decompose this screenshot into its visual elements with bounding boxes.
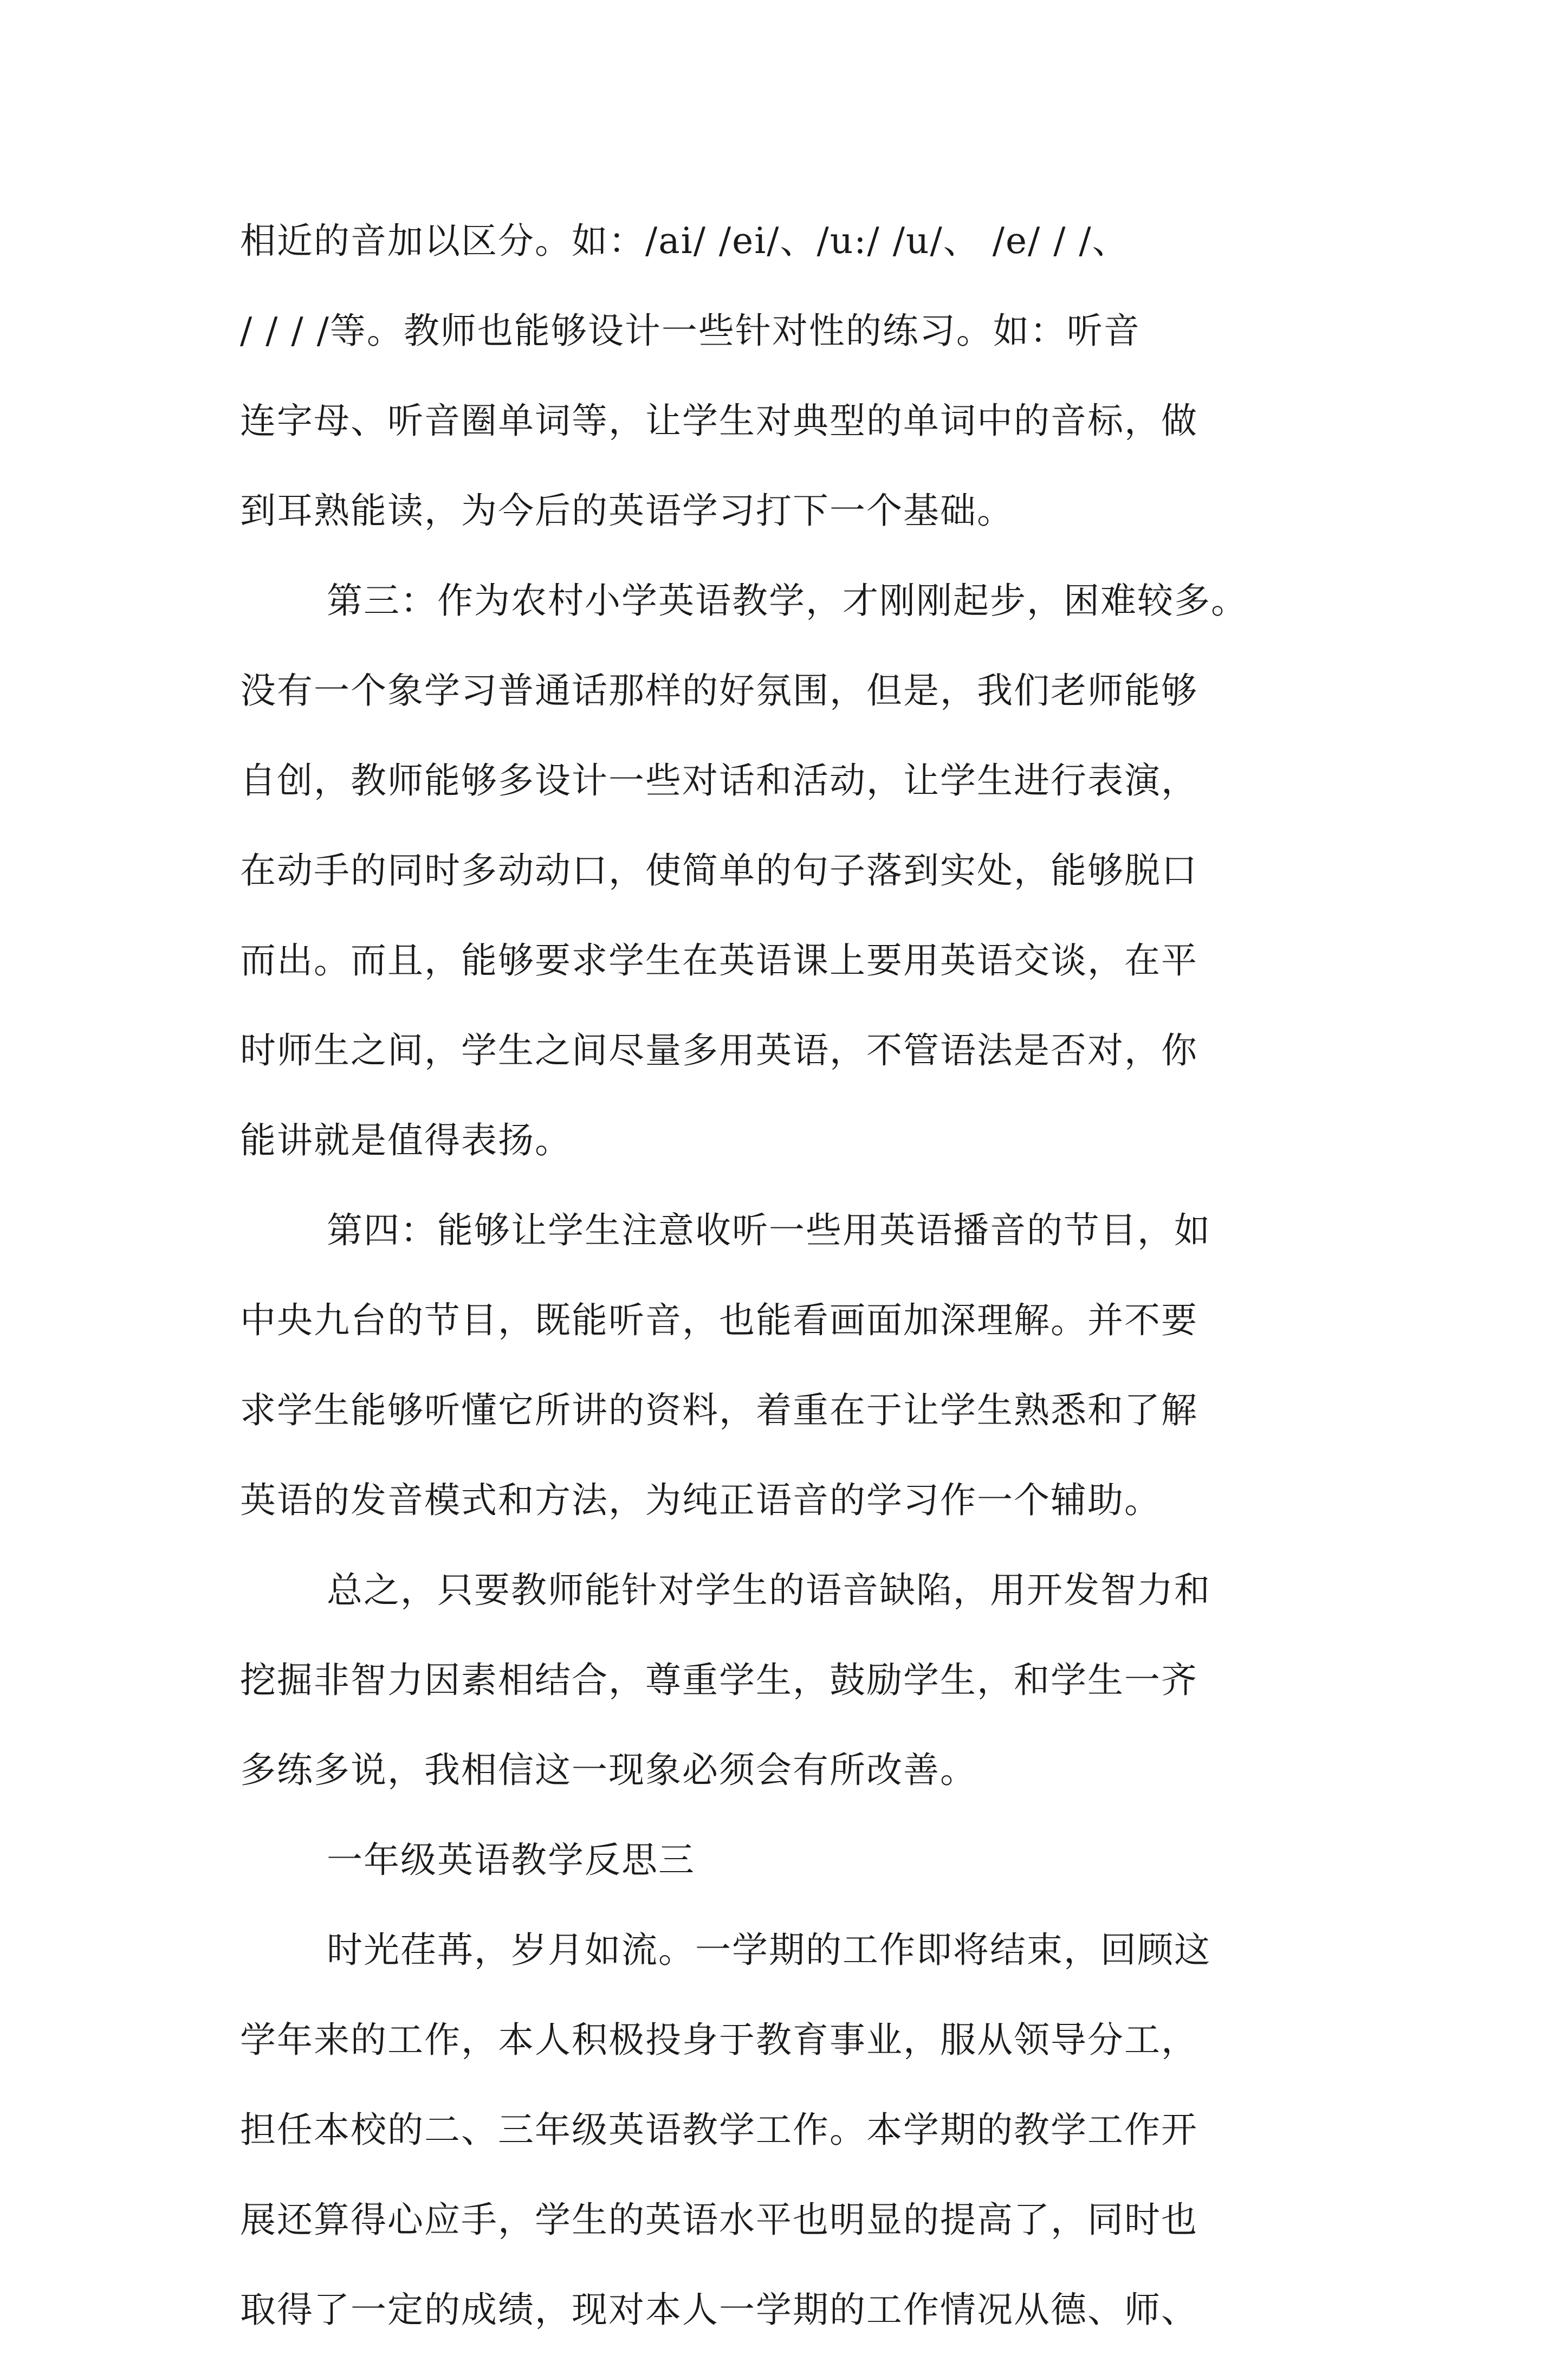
text-line: 自创，教师能够多设计一些对话和活动，让学生进行表演， — [240, 760, 1198, 801]
text-line: / / / /等。教师也能够设计一些针对性的练习。如：听音 — [240, 310, 1141, 352]
text-line: 取得了一定的成绩，现对本人一学期的工作情况从德、师、 — [240, 2289, 1198, 2331]
paragraph-start-line: 时光荏苒，岁月如流。一学期的工作即将结束，回顾这 — [327, 1929, 1211, 1971]
text-line: 到耳熟能读，为今后的英语学习打下一个基础。 — [240, 490, 1014, 532]
text-line: 求学生能够听懂它所讲的资料，着重在于让学生熟悉和了解 — [240, 1389, 1198, 1431]
text-line: 连字母、听音圈单词等，让学生对典型的单词中的音标，做 — [240, 400, 1198, 442]
text-line: 多练多说，我相信这一现象必须会有所改善。 — [240, 1749, 977, 1791]
text-line: 英语的发音模式和方法，为纯正语音的学习作一个辅助。 — [240, 1479, 1161, 1521]
text-line: 中央九台的节目，既能听音，也能看画面加深理解。并不要 — [240, 1299, 1198, 1341]
text-line: 担任本校的二、三年级英语教学工作。本学期的教学工作开 — [240, 2109, 1198, 2151]
text-line: 挖掘非智力因素相结合，尊重学生，鼓励学生，和学生一齐 — [240, 1659, 1198, 1701]
body-text — [240, 196, 1336, 2355]
text-line: 在动手的同时多动动口，使简单的句子落到实处，能够脱口 — [240, 850, 1198, 891]
text-line: 能讲就是值得表扬。 — [240, 1120, 572, 1161]
paragraph-start-line: 第三：作为农村小学英语教学，才刚刚起步，困难较多。 — [327, 580, 1248, 622]
text-line: 学年来的工作，本人积极投身于教育事业，服从领导分工， — [240, 2019, 1198, 2061]
paragraph-start-line: 第四：能够让学生注意收听一些用英语播音的节目，如 — [327, 1209, 1211, 1251]
text-line: 相近的音加以区分。如：/ai/ /ei/、/u:/ /u/、 /e/ / /、 — [240, 220, 1129, 262]
paragraph-start-line: 总之，只要教师能针对学生的语音缺陷，用开发智力和 — [327, 1569, 1211, 1611]
text-line: 时师生之间，学生之间尽量多用英语，不管语法是否对，你 — [240, 1030, 1198, 1071]
text-line: 展还算得心应手，学生的英语水平也明显的提高了，同时也 — [240, 2199, 1198, 2241]
text-line: 没有一个象学习普通话那样的好氛围，但是，我们老师能够 — [240, 670, 1198, 711]
text-line: 而出。而且，能够要求学生在英语课上要用英语交谈，在平 — [240, 940, 1198, 981]
section-heading: 一年级英语教学反思三 — [327, 1839, 695, 1881]
